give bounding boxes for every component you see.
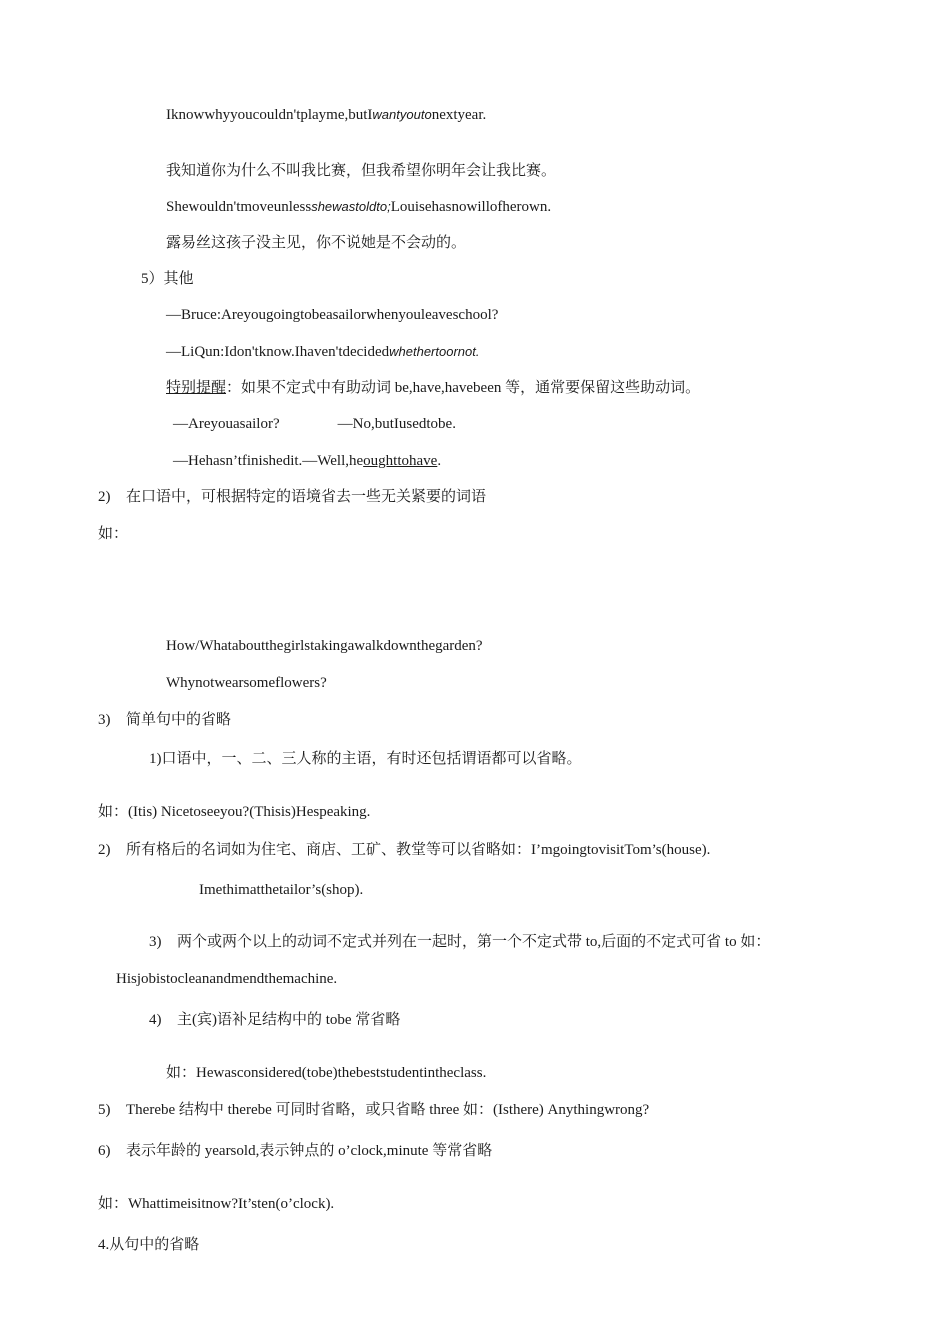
numbered-item: 3) 两个或两个以上的动词不定式并列在一起时，第一个不定式带 to,后面的不定式可省 to 如： xyxy=(149,934,771,950)
text-line: —Bruce:Areyougoingtobeasailorwhenyouleaveschool? xyxy=(166,307,499,323)
text-line: Hisjobistocleanandmendthemachine. xyxy=(116,971,338,987)
text-line: 如：Whattimeisitnow?It’sten(o’clock). xyxy=(98,1196,335,1212)
text-line: Iknowwhyyoucouldn'tplayme,butIwantyoutonextyear. xyxy=(166,107,487,123)
text-line: Whynotwearsomeflowers? xyxy=(166,675,327,691)
text-line: 特别提醒：如果不定式中有助动词 be,have,havebeen 等，通常要保留这些助动词。 xyxy=(166,380,701,396)
subheading: 5）其他 xyxy=(141,271,194,287)
numbered-item: 4) 主(宾)语补足结构中的 tobe 常省略 xyxy=(149,1012,401,1028)
numbered-item: 3) 简单句中的省略 xyxy=(98,712,232,728)
text-line: Shewouldn'tmoveunlessshewastoldto;Louisehasnowillofherown. xyxy=(166,199,552,215)
text-line: —Hehasn’tfinishedit.—Well,heoughttohave. xyxy=(173,453,442,469)
text-line: 如：Hewasconsidered(tobe)thebeststudentintheclass. xyxy=(166,1065,487,1081)
text-line: —Areyouasailor? —No,butIusedtobe. xyxy=(173,416,456,432)
numbered-item: 2) 所有格后的名词如为住宅、商店、工矿、教堂等可以省略如：I’mgoingtovisitTom’s(house). xyxy=(98,842,711,858)
numbered-item: 6) 表示年龄的 yearsold,表示钟点的 o’clock,minute 等常省略 xyxy=(98,1143,493,1159)
numbered-item: 2) 在口语中，可根据特定的语境省去一些无关紧要的词语 xyxy=(98,489,487,505)
text-line: 我知道你为什么不叫我比赛，但我希望你明年会让我比赛。 xyxy=(166,163,557,179)
text-line: 1)口语中，一、二、三人称的主语，有时还包括谓语都可以省略。 xyxy=(149,751,582,767)
text-line: —LiQun:Idon'tknow.Ihaven'tdecidedwhethertoornot. xyxy=(166,344,480,360)
text-line: 如： xyxy=(98,526,129,542)
text-line: Imethimatthetailor’s(shop). xyxy=(199,882,364,898)
text-line: 如：(Itis) Nicetoseeyou?(Thisis)Hespeaking. xyxy=(98,804,371,820)
section-heading: 4.从句中的省略 xyxy=(98,1237,200,1253)
text-line: How/Whataboutthegirlstakingawalkdownthegarden? xyxy=(166,638,483,654)
numbered-item: 5) Therebe 结构中 therebe 可同时省略，或只省略 three 如：(Isthere) Anythingwrong? xyxy=(98,1102,650,1118)
text-line: 露易丝这孩子没主见，你不说她是不会动的。 xyxy=(166,235,467,251)
